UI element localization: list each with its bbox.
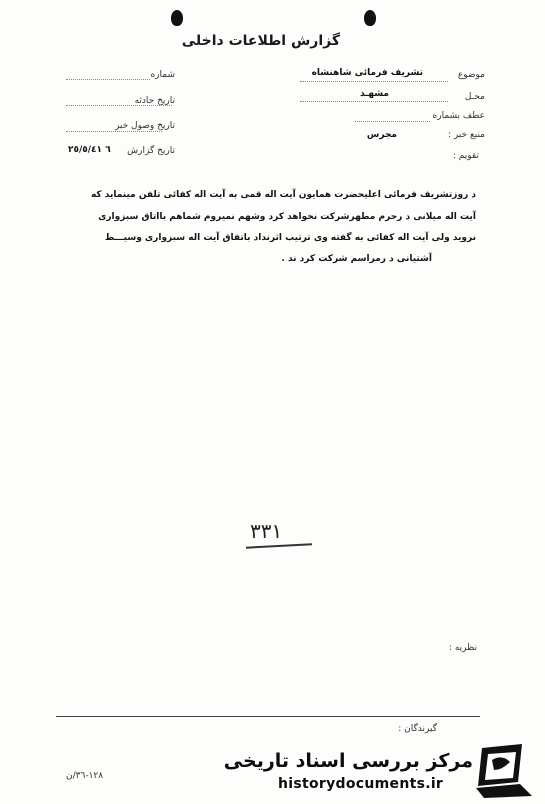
reference-label: عطف بشماره: [432, 111, 485, 121]
reference-line: [355, 121, 430, 122]
incident-date-label: تاریخ حادثه: [134, 96, 175, 106]
punch-hole-right: [364, 10, 376, 26]
report-date-value: ٦ ٢٥/٥/٤١: [68, 145, 111, 155]
recipients-label: گیرندگان :: [398, 724, 437, 734]
evaluation-label: تقویم :: [452, 151, 479, 161]
subject-value: تشریف فرمائی شاهنشاه: [311, 68, 423, 78]
location-label: محـل: [464, 92, 485, 102]
handwritten-underline: [246, 543, 312, 548]
receipt-date-label: تاریخ وصول خبر: [114, 121, 175, 131]
report-date-label: تاریخ گزارش: [127, 146, 175, 156]
handwritten-number: ٣٣١: [250, 519, 283, 543]
number-label: شماره: [150, 70, 175, 80]
watermark-title: مرکز بررسی اسناد تاریخی: [223, 750, 473, 772]
form-title: گزارش اطلاعات داخلی: [181, 33, 340, 49]
archive-logo-icon: [472, 740, 536, 800]
subject-line: [300, 81, 448, 82]
source-value: مجرس: [366, 130, 397, 140]
watermark-url: historydocuments.ir: [278, 776, 444, 792]
opinion-label: نظریه :: [448, 643, 477, 653]
footer-rule: [56, 716, 480, 717]
receipt-date-line: [66, 131, 162, 132]
body-line-2: آیت اله میلانی د رحرم مطهرشرکت نخواهد کرد وشهم نمیروم شماهم بااتاق سبزواری: [98, 212, 476, 222]
body-line-4: آشتیانی د رمراسم شرکت کرد ند .: [281, 254, 432, 264]
number-line: [66, 79, 150, 80]
source-label: منبع خبر :: [447, 130, 485, 140]
body-line-3: نروید ولی آیت اله کفائی به گفته وی ترتیب اثرنداد باتفاق آیت اله سبزواری وسیـــط: [104, 233, 476, 243]
subject-label: موضوع: [457, 70, 485, 80]
incident-date-line: [66, 105, 172, 106]
form-code: ١٢٨-٣٦/ن: [66, 771, 104, 781]
location-value: مشهـد: [360, 89, 389, 99]
punch-hole-left: [171, 10, 183, 26]
location-line: [300, 101, 448, 102]
body-line-1: د روزتشریف فرمائی اعلیحضرت همایون آیت اله قمی به آیت اله کفائی تلفن مینماید که: [90, 190, 476, 200]
